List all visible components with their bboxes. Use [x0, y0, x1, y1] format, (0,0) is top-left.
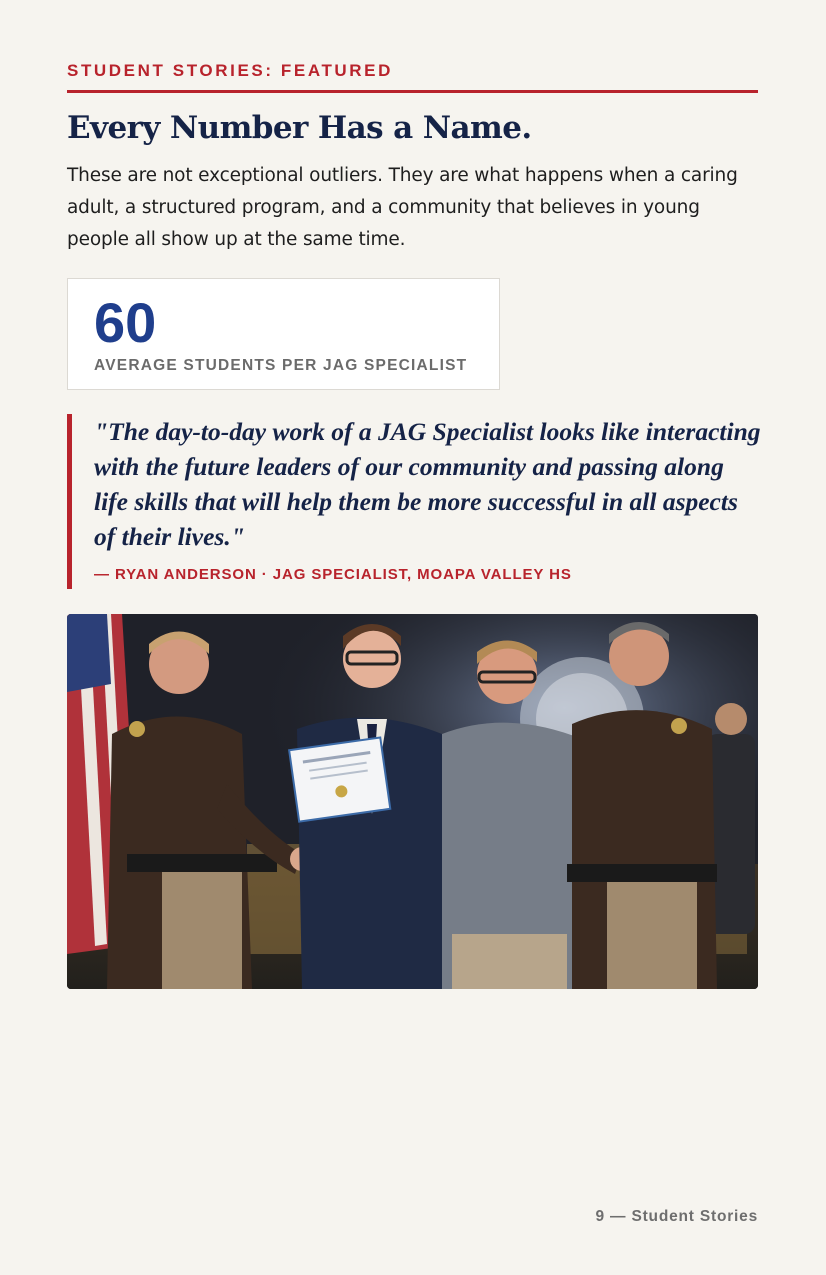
- quote-text: "The day-to-day work of a JAG Specialist looks like interacting with the future leaders of our community and passing along life skills that will help them be more successful in all aspects of their lives.": [94, 417, 761, 551]
- intro-paragraph: These are not exceptional outliers. They are what happens when a caring adult, a structured program, and a community that believes in young people all show up at the same time.: [67, 165, 738, 250]
- page-title: Every Number Has a Name.: [67, 110, 532, 146]
- pull-quote: [67, 414, 761, 589]
- photo-illustration: [67, 614, 758, 989]
- page: [67, 0, 761, 1275]
- stat-label: AVERAGE STUDENTS PER JAG SPECIALIST: [94, 357, 468, 374]
- stat-card: [67, 278, 500, 390]
- stat-value: 60: [94, 291, 157, 354]
- section-label: STUDENT STORIES: FEATURED: [67, 61, 393, 80]
- page-footer: 9 — Student Stories: [595, 1208, 758, 1225]
- section-divider: [67, 90, 758, 93]
- award-ceremony-photo: [67, 614, 758, 989]
- quote-attribution: — RYAN ANDERSON · JAG SPECIALIST, MOAPA VALLEY HS: [94, 566, 572, 583]
